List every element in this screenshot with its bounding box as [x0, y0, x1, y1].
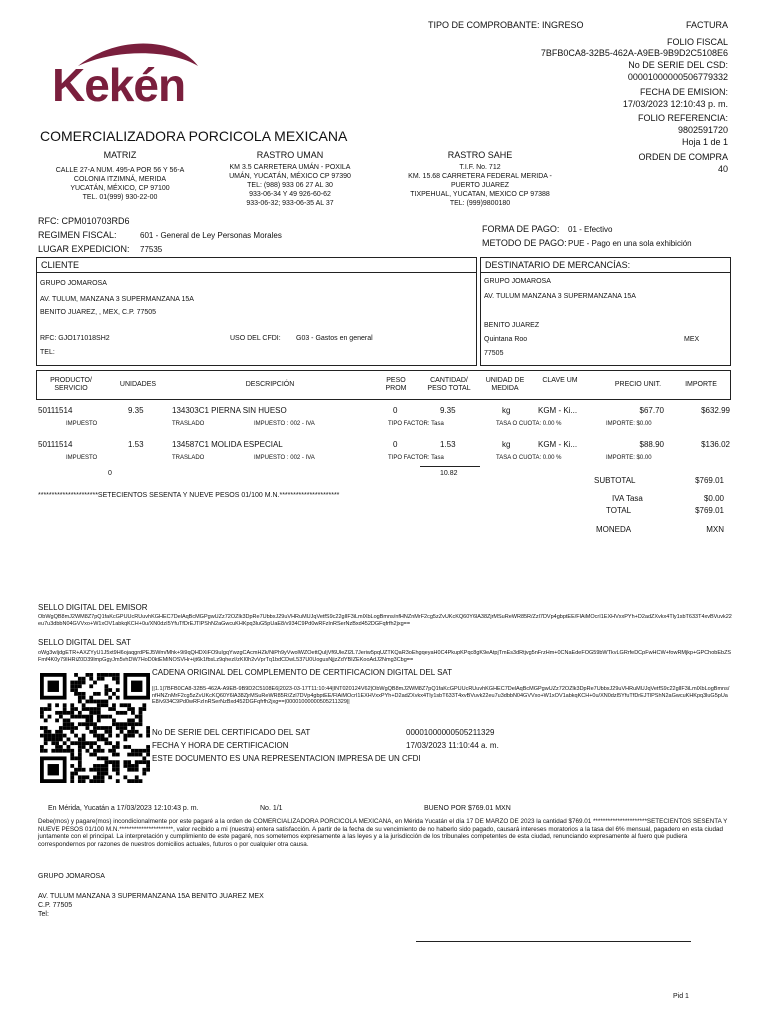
rastro-sahe-title: RASTRO SAHE — [447, 150, 513, 160]
moneda-value: MXN — [706, 525, 724, 534]
row-clave: KGM - Ki... — [538, 406, 578, 415]
fecha-emision-label: FECHA DE EMISION: — [639, 87, 728, 97]
col-peso-prom: PESO PROM — [385, 377, 407, 393]
cliente-nombre: GRUPO JOMAROSA — [40, 280, 107, 287]
col-unidad: UNIDAD DE MEDIDA — [485, 377, 525, 393]
cert-serie: 00001000000505211329 — [406, 728, 495, 737]
folio-fiscal: 7BFB0CA8-32B5-462A-A9EB-9B9D2C5108E6 — [540, 48, 728, 58]
matriz-address: CALLE 27-A NUM. 495-A POR 56 Y 56-A COLONIA ITZIMNÁ, MERIDA YUCATÁN, MÉXICO, CP 97100 TEL. 01(999) 930-22-00 — [55, 167, 185, 202]
keken-logo — [48, 40, 208, 112]
pagare-deudor: GRUPO JOMAROSA — [38, 873, 105, 880]
amount-in-words: **********************SETECIENTOS SESENTA Y NUEVE PESOS 01/100 M.N.********************** — [38, 492, 340, 499]
page-number: Pid 1 — [673, 993, 689, 1000]
row-precio: $67.70 — [639, 406, 664, 415]
pagare-texto: Debe(mos) y pagare(mos) incondicionalmente por este pagaré a la orden de COMERCIALIZADORA PORCICOLA MEXICANA, en Mérida Yucatán el día 17 DE MARZO DE 2023 la cantidad $769.01 **********************SETECIENTOS SESENTA Y NUEVE PESOS 01/100 M.N.**********************, valor recibido a mi (nuestra) entera satisfacción. A partir de la fecha de su vencimiento de no haberlo sido pagado, causará intereses moratorios a la tasa del 6% mensual, pagadero en esta ciudad juntamente con el principal. La interpretación y cumplimiento de este pagaré, nos sometemos expresamente a las leyes y a la jurisdicción de los tribunales competentes de esta ciudad, renunciando expresamente al fuero que pudiera correspondernos por razones de nuestros domicilios actuales, futuros o por cualquier otra causa. — [38, 818, 728, 848]
destinatario-estado: Quintana Roo — [484, 336, 528, 343]
destinatario-pais: MEX — [684, 336, 700, 343]
row-descripcion: 134587C1 MOLIDA ESPECIAL — [172, 440, 283, 449]
orden-value: 40 — [717, 164, 728, 174]
sello-emisor-text: ObWgQB8mJ2WM8Z7pQ1faKcGPUUcRUuvhKGHEC7DelAqBcMGPgwUZz72OZlk3DpRe7UbbxJ29uVHRuMUJqVetfS9c22glIF3iLmlXbLogBmns/nfHNZnMrF2cg5zZvUKcKQ60Y6lA38ZjrMSuReWR85R/Zzl7DVp4gbptEE/FlAiMOcrI1EXHVxxPYh+D2adZXvkx4Tly1sbT633T4xvBVuvk22eu7u3dbbN04GVVxo+W1xOV1abkqKCH+0u/XN0dzI5YfuTfDrEJTlPShN2aGwcuKHKpq3luG5pUaE8/v934C9Pd0wRFzInRSerNzBxd452DGFqfrfh2jxg== — [38, 614, 732, 627]
signature-line — [416, 941, 691, 942]
qr-code — [40, 673, 150, 783]
cert-fecha: 17/03/2023 11:10:44 a. m. — [406, 741, 499, 750]
row-clave: KGM - Ki... — [538, 440, 578, 449]
total-weight: 10.82 — [440, 470, 458, 477]
subtotal-value: $769.01 — [695, 476, 724, 485]
row-peso-prom: 0 — [393, 440, 398, 449]
pagare-lugar-fecha: En Mérida, Yucatán a 17/03/2023 12:10:43 p. m. — [48, 805, 199, 812]
row-producto: 50111514 — [38, 440, 73, 449]
col-importe: IMPORTE — [685, 381, 717, 388]
row-producto: 50111514 — [38, 406, 73, 415]
subtotal-label: SUBTOTAL — [594, 476, 636, 485]
col-cantidad: CANTIDAD/ PESO TOTAL — [427, 377, 471, 393]
moneda-label: MONEDA — [596, 525, 632, 534]
factura-label: FACTURA — [686, 20, 729, 30]
destinatario-header: DESTINATARIO DE MERCANCÍAS: — [480, 257, 731, 273]
row-descripcion: 134303C1 PIERNA SIN HUESO — [172, 406, 287, 415]
destinatario-cp: 77505 — [484, 350, 504, 357]
cert-serie-label: No DE SERIE DEL CERTIFICADO DEL SAT — [152, 728, 311, 737]
row-unidades: 1.53 — [128, 440, 144, 449]
pagare-bueno-por: BUENO POR $769.01 MXN — [424, 805, 511, 812]
lugar-value: 77535 — [140, 245, 163, 254]
company-name: COMERCIALIZADORA PORCICOLA MEXICANA — [40, 128, 348, 144]
cliente-header: CLIENTE — [36, 257, 477, 273]
row-unidad: kg — [502, 406, 511, 415]
destinatario-box — [480, 272, 731, 366]
row-cantidad: 1.53 — [440, 440, 456, 449]
sello-emisor-title: SELLO DIGITAL DEL EMISOR — [38, 603, 148, 612]
csd-label: No DE SERIE DEL CSD: — [628, 60, 728, 70]
cliente-ciudad: BENITO JUAREZ, , MEX, C.P. 77505 — [40, 309, 157, 316]
forma-pago-value: 01 - Efectivo — [568, 225, 613, 234]
pagare-cp: C.P. 77505 — [38, 902, 73, 909]
cfdi-leyenda: ESTE DOCUMENTO ES UNA REPRESENTACION IMPRESA DE UN CFDI — [152, 754, 421, 763]
matriz-title: MATRIZ — [103, 150, 137, 160]
uso-cfdi-label: USO DEL CFDI: — [230, 335, 281, 342]
logo-text: Kekén — [52, 59, 186, 111]
folio-ref-label: FOLIO REFERENCIA: — [637, 113, 728, 123]
uso-cfdi-value: G03 - Gastos en general — [296, 335, 373, 342]
metodo-pago-label: METODO DE PAGO: — [482, 238, 567, 248]
regimen-label: REGIMEN FISCAL: — [38, 230, 117, 240]
rastro-uman-title: RASTRO UMAN — [256, 150, 324, 160]
sello-sat-title: SELLO DIGITAL DEL SAT — [38, 638, 131, 647]
tipo-comprobante: TIPO DE COMPROBANTE: INGRESO — [428, 20, 584, 30]
cliente-direccion: AV. TULUM, MANZANA 3 SUPERMANZANA 15A — [40, 296, 194, 303]
col-producto: PRODUCTO/ SERVICIO — [50, 377, 92, 393]
cadena-text: ||1.1|7BFB0CA8-32B5-462A-A9EB-9B9D2C5108E6|2023-03-17T11:10:44|INT020124V62|ObWgQB8mJ2WM8Z7pQ1faKcGPUUcRUuvhKGHEC7DelAqBcMGPgwUZz72OZlk3DpRe7UbbxJ29uVHRuMUJqVetfS9c22glIF3iLmlXbLogBmns/nfHNZnMrF2cg5zZvUKcKQ60Y6lA38ZjrMSuReWR85R/Zzl7DVp4gbptEE/FlAiMOcrI1EXHVxxPYh+D2adZXvkx4Tly1sbT633T4xvBVuvk22eu7u3dbbN04GVVxo+W1xOV1abkqKCH+0u/XN0dzI5YfuTfDrEJTlPShN2aGwcuKHKpq3luG5pUaE8/v934C9Pd0wRFzInRSerNzBxd452DGFqfrfh2jxg==|00001000000505211329|| — [152, 686, 730, 706]
row-cantidad: 9.35 — [440, 406, 456, 415]
row-peso-prom: 0 — [393, 406, 398, 415]
row-importe: $632.99 — [701, 406, 730, 415]
pagare-tel: Tel: — [38, 911, 49, 918]
folio-ref: 9802591720 — [677, 125, 728, 135]
cliente-tel: TEL: — [40, 349, 55, 356]
pagare-numero: No. 1/1 — [260, 805, 283, 812]
sello-sat-text: oWg3wIjdgETR+AXZYyU1J5xt9H6ojaqgrdPEJ5Wm/Mhk+9i9qQHDXiFO9uIgqYwzgCAcmHZk/NiPh9yVwolWZOettQuIjVf6UleZl2L7Jeriw5pqUZTKQaR3oEhgqeyaH0C4PkupKPqc8gK9eAtpjTmEs3dRtjvg5nFrzHm+0CNaEdeFOG59bWTkvLGRrfeDCpFwHCW+fowRMjkp+GPChobEbZSFmf4K0y79IHRiZ0D39lmpGgyJm5vhDW7HoD0ktEMiNOSVHr+ijt6k1fbsLz9qhezI/zKI0h2vVprTq1bdCDwL537U0UogusNjjzZdYBIZEKooAdJ2Nmg3Cbg== — [38, 650, 732, 663]
total-units: 0 — [108, 470, 112, 477]
destinatario-direccion: AV. TULUM MANZANA 3 SUPERMANZANA 15A — [484, 293, 636, 300]
row-precio: $88.90 — [639, 440, 664, 449]
csd-value: 00001000000506779332 — [627, 72, 728, 82]
iva-value: $0.00 — [703, 494, 724, 503]
row-importe: $136.02 — [701, 440, 730, 449]
lugar-label: LUGAR EXPEDICION: — [38, 244, 130, 254]
folio-fiscal-label: FOLIO FISCAL — [666, 37, 728, 47]
iva-label: IVA Tasa — [612, 494, 643, 503]
metodo-pago-value: PUE - Pago en una sola exhibición — [568, 239, 692, 248]
col-descripcion: DESCRIPCIÓN — [245, 381, 295, 388]
emisor-rfc: RFC: CPM010703RD6 — [38, 216, 130, 226]
cert-fecha-label: FECHA Y HORA DE CERTIFICACION — [152, 741, 289, 750]
col-unidades: UNIDADES — [119, 381, 157, 388]
rastro-uman-address: KM 3.5 CARRETERA UMÁN - POXILA UMÁN, YUCATÁN, MÉXICO CP 97390 TEL: (988) 933 06 27 AL 30 933-06-34 Y 49 926-60-62 933-06-32; 933-06-35 AL 37 — [229, 164, 351, 208]
orden-label: ORDEN DE COMPRA — [638, 152, 728, 162]
cliente-rfc: RFC: GJO171018SH2 — [40, 335, 110, 342]
row-unidad: kg — [502, 440, 511, 449]
rastro-sahe-address: T.I.F. No. 712 KM. 15.68 CARRETERA FEDERAL MERIDA - PUERTO JUAREZ TIXPEHUAL, YUCATAN, MEXICO CP 97388 TEL: (999)9800180 — [408, 164, 552, 208]
destinatario-municipio: BENITO JUAREZ — [484, 322, 540, 329]
total-value: $769.01 — [695, 506, 724, 515]
fecha-emision: 17/03/2023 12:10:43 p. m. — [622, 99, 728, 109]
row-unidades: 9.35 — [128, 406, 144, 415]
col-clave: CLAVE UM — [542, 377, 578, 384]
destinatario-nombre: GRUPO JOMAROSA — [484, 278, 551, 285]
hoja: Hoja 1 de 1 — [681, 137, 728, 147]
pagare-direccion: AV. TULUM MANZANA 3 SUPERMANZANA 15A BENITO JUAREZ MEX — [38, 893, 264, 900]
forma-pago-label: FORMA DE PAGO: — [482, 224, 560, 234]
regimen-value: 601 - General de Ley Personas Morales — [140, 231, 282, 240]
col-precio: PRECIO UNIT. — [614, 381, 662, 388]
total-label: TOTAL — [606, 506, 632, 515]
cadena-title: CADENA ORIGINAL DEL COMPLEMENTO DE CERTIFICACION DIGITAL DEL SAT — [152, 668, 453, 677]
